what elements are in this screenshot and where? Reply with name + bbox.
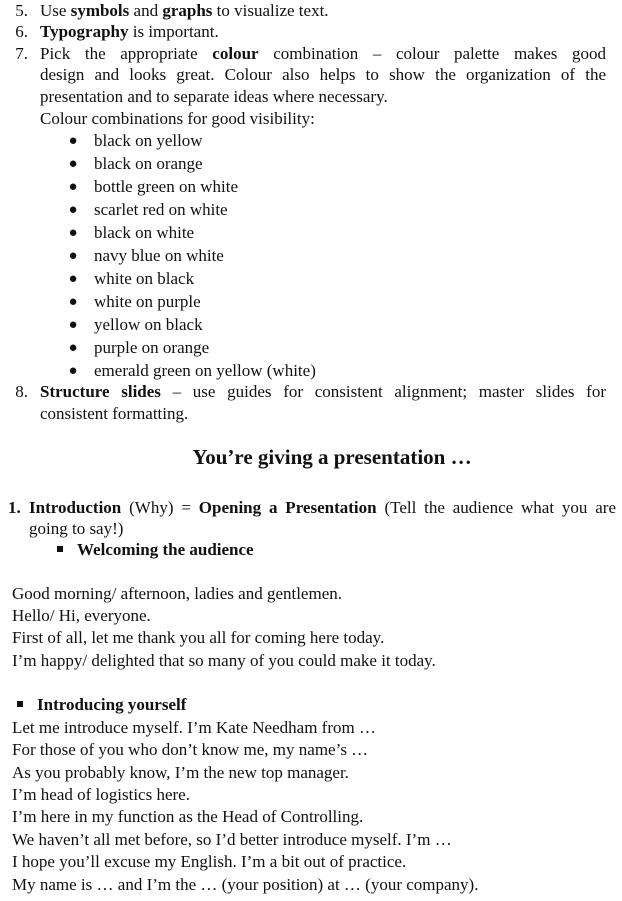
list-item: black on orange	[94, 154, 203, 173]
bullet-icon: ●	[68, 294, 78, 310]
bullet-icon: ●	[68, 133, 78, 149]
list-item: emerald green on yellow (white)	[94, 361, 316, 380]
text: to visualize text.	[212, 1, 329, 20]
section-1-line-1	[29, 497, 616, 519]
section-1-line-2: going to say!)	[29, 519, 124, 538]
text: Use	[40, 1, 71, 20]
bold-text: symbols	[70, 1, 130, 20]
list-item: purple on orange	[94, 338, 210, 357]
list-item: yellow on black	[94, 315, 203, 334]
list-item: navy blue on white	[94, 246, 224, 265]
phrase-line: First of all, let me thank you all for coming here today.	[12, 628, 385, 647]
list-item: white on black	[94, 269, 195, 288]
phrase-line: I hope you’ll excuse my English. I’m a bit out of practice.	[12, 852, 407, 871]
bullet-icon: ●	[68, 317, 78, 333]
list-item-8-line-1	[40, 381, 606, 403]
list-number: 6.	[15, 22, 28, 41]
bold-text: colour	[212, 44, 259, 63]
list-item-7-line-2: design and looks great. Colour also helps to show the organization of the	[40, 65, 606, 84]
list-number: 1.	[8, 498, 21, 517]
subheading-welcoming: Welcoming the audience	[77, 540, 254, 559]
bullet-icon: ●	[68, 363, 78, 379]
bullet-icon: ●	[68, 271, 78, 287]
list-number: 8.	[15, 382, 28, 401]
list-item-8-line-2: consistent formatting.	[40, 404, 189, 423]
bullet-icon: ●	[68, 225, 78, 241]
phrase-line: I’m here in my function as the Head of Controlling.	[12, 807, 364, 826]
list-item: black on white	[94, 223, 195, 242]
square-bullet-icon	[17, 701, 23, 707]
list-item-6	[40, 21, 219, 43]
phrase-line: Hello/ Hi, everyone.	[12, 606, 151, 625]
text: (Tell the audience what you are	[376, 498, 617, 517]
bullet-icon: ●	[68, 202, 78, 218]
bold-text: Structure slides	[40, 382, 161, 401]
text: and	[129, 1, 163, 20]
phrase-line: My name is … and I’m the … (your position) at … (your company).	[12, 875, 479, 894]
phrase-line: I’m happy/ delighted that so many of you could make it today.	[12, 651, 436, 670]
bullet-icon: ●	[68, 248, 78, 264]
phrase-line: As you probably know, I’m the new top manager.	[12, 763, 349, 782]
list-item: black on yellow	[94, 131, 203, 150]
text: Pick the appropriate	[40, 44, 213, 63]
text: – use guides for consistent alignment; master slides for	[160, 382, 606, 401]
bullet-icon: ●	[68, 340, 78, 356]
list-item-7-line-1	[40, 43, 606, 65]
phrase-line: Good morning/ afternoon, ladies and gentlemen.	[12, 584, 342, 603]
list-number: 5.	[15, 1, 28, 20]
list-item-5	[40, 0, 329, 22]
list-item-7-line-4: Colour combinations for good visibility:	[40, 109, 315, 128]
subheading-introducing: Introducing yourself	[37, 695, 187, 714]
list-item: bottle green on white	[94, 177, 238, 196]
text: is important.	[128, 22, 219, 41]
square-bullet-icon	[57, 546, 63, 552]
phrase-line: I’m head of logistics here.	[12, 785, 190, 804]
bold-text: Typography	[40, 22, 129, 41]
text: combination – colour palette makes good	[258, 44, 606, 63]
phrase-line: For those of you who don’t know me, my name’s …	[12, 740, 369, 759]
text: (Why) =	[121, 498, 199, 517]
list-number: 7.	[15, 44, 28, 63]
bold-text: graphs	[162, 1, 213, 20]
section-heading: You’re giving a presentation …	[192, 445, 472, 469]
phrase-line: Let me introduce myself. I’m Kate Needham from …	[12, 718, 376, 737]
bold-text: Introduction	[29, 498, 122, 517]
list-item-7-line-3: presentation and to separate ideas where necessary.	[40, 87, 388, 106]
bold-text: Opening a Presentation	[198, 498, 377, 517]
list-item: white on purple	[94, 292, 201, 311]
phrase-line: We haven’t all met before, so I’d better introduce myself. I’m …	[12, 830, 452, 849]
list-item: scarlet red on white	[94, 200, 228, 219]
bullet-icon: ●	[68, 179, 78, 195]
bullet-icon: ●	[68, 156, 78, 172]
